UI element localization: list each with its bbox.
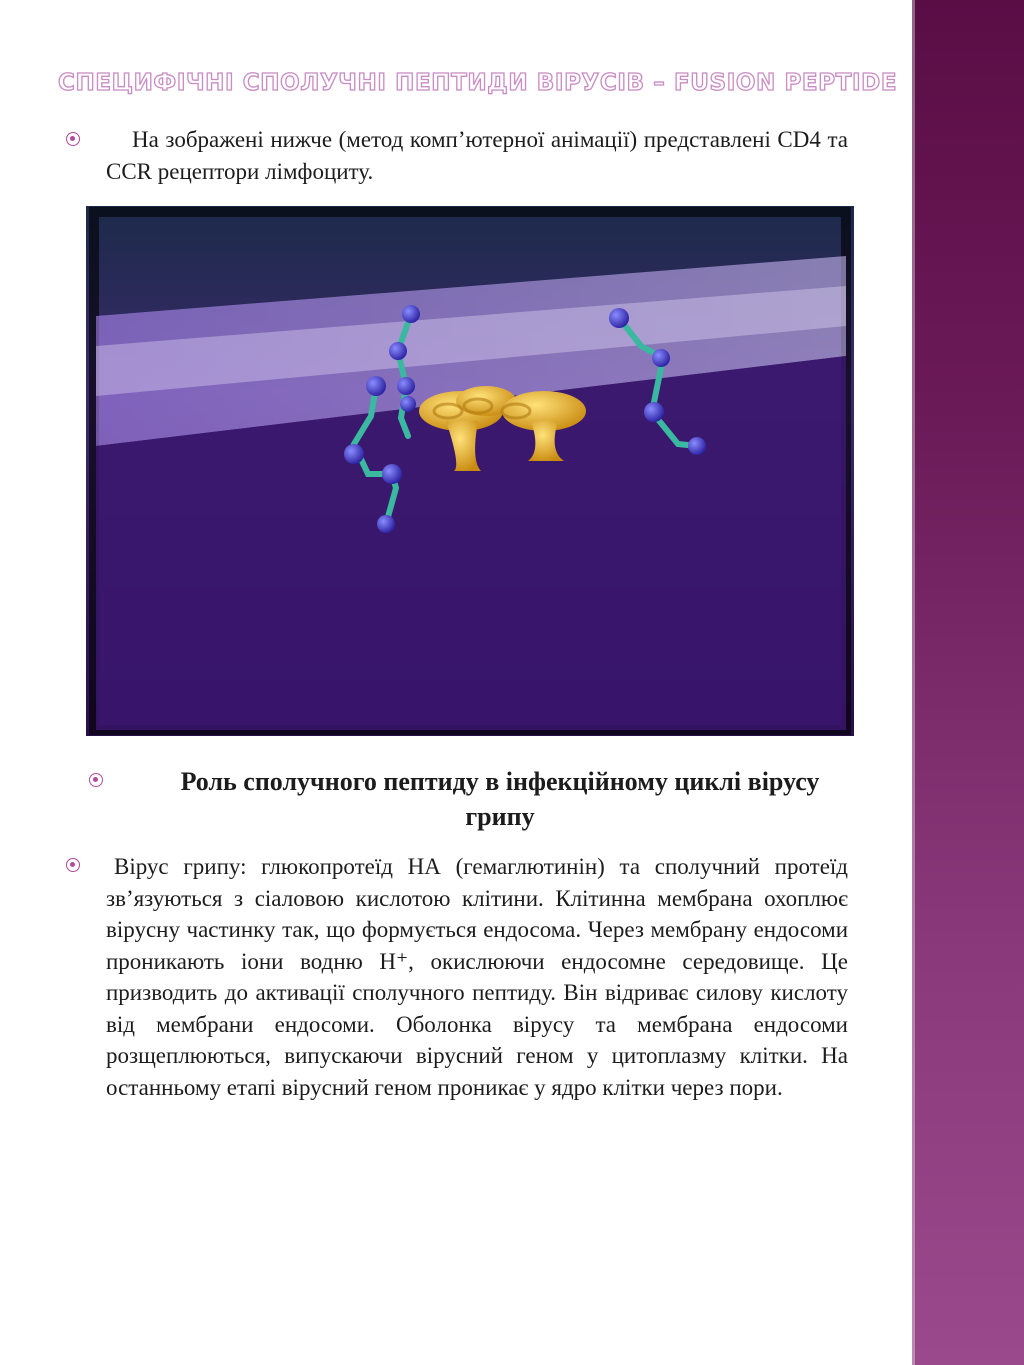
bullet-circle-icon [66,858,80,872]
intro-paragraph: На зображені нижче (метод комп’ютерної анімації) представлені CD4 та CCR рецептори лімфоциту. [106,127,848,184]
bullet-circle-icon [89,773,103,787]
receptor-animation-image [86,206,854,736]
section-heading: Роль сполучного пептиду в інфекційному циклі вірусу грипу [180,767,820,831]
slide-title: СПЕЦИФІЧНІ СПОЛУЧНІ ПЕПТИДИ ВІРУСІВ – FUSION PEPTIDE [58,70,898,96]
decorative-side-band [912,0,1024,1365]
body-paragraph: Вірус грипу: глюкопротеїд НА (гемаглютинін) та сполучний протеїд зв’язуються з сіаловою кислотою клітини. Клітинна мембрана охоплює вірусну частинку так, що формується ендосома. Через мембрану ендосоми проникають іони водню Н⁺, окислюючи ендосомне середовище. Це призводить до активації сполучного пептиду. Він відриває силову кислоту від мембрани ендосоми. Оболонка вірусу та мембрана ендосоми розщеплюються, випускаючи вірусний геном у цитоплазму клітки. На останньому етапі вірусний геном проникає у ядро клітки через пори. [106,854,848,1100]
bullet-circle-icon [66,132,80,146]
